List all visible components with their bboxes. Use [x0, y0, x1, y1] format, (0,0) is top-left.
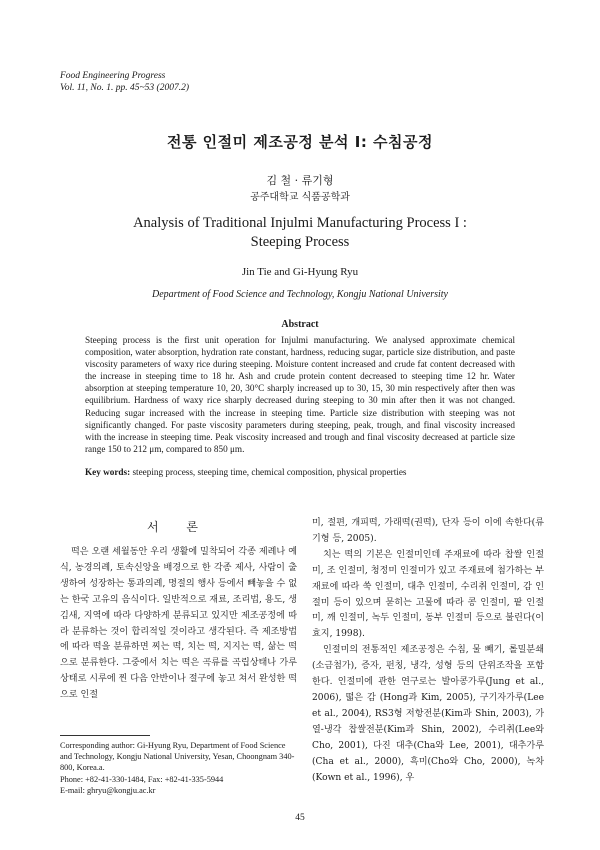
english-authors: Jin Tie and Gi-Hyung Ryu	[241, 266, 359, 278]
english-department: Department of Food Science and Technology, Kongju National University	[152, 289, 448, 300]
keywords	[85, 467, 515, 477]
right-paragraph-1: 치는 떡의 기본은 인절미인데 주재료에 따라 찹쌀 인절미, 조 인절미, 청정미 인절미가 있고 주재료에 첨가하는 부재료에 따라 쑥 인절미, 대추 인절미, 수리취 인절미, 감 인절미 등이 있으며 묻히는 고물에 따라 콩 인절미, 팥 인절미, 깨 인절미, 녹두 인절미, 동부 인절미 등으로 불린다(이효지, 1998).	[312, 549, 544, 640]
page-number: 45	[295, 813, 305, 823]
left-paragraph: 떡은 오랜 세월동안 우리 생활에 밀착되어 각종 제례나 예식, 농경의례, 토속신앙을 배경으로 한 각종 제사, 사람이 출생하여 성장하는 통과의례, 명절의 행사 등에서 빼놓을 수 없는 한국 고유의 음식이다. 일반적으로 재료, 조리법, 용도, 생김새, 지역에 따라 다양하게 분류되고 있지만 제조공정에 따라 분류하는 것이 합리적일 것이라고 생각된다. 즉 제조방법에 따라 떡을 분류하면 찌는 떡, 치는 떡, 지지는 떡, 삶는 떡으로 분류한다. 그중에서 치는 떡은 곡류를 곡립상태나 가루상태로 시루에 찐 다음 안반이나 절구에 놓고 쳐서 완성한 떡으로 인절	[60, 547, 297, 701]
footnote-divider	[60, 735, 150, 736]
footnote-email: E-mail: ghryu@kongju.ac.kr	[60, 785, 156, 795]
english-title-line2: Steeping Process	[250, 234, 350, 250]
right-continuation: 미, 절편, 개피떡, 가래떡(권떡), 단자 등이 이에 속한다(류기형 등, 2005).	[312, 518, 544, 544]
footnote-phone: Phone: +82-41-330-1484, Fax: +82-41-335-5944	[60, 774, 224, 784]
korean-department: 공주대학교 식품공학과	[250, 192, 350, 203]
english-title	[0, 214, 600, 252]
korean-authors: 김 철 · 류기형	[266, 174, 334, 187]
right-column	[312, 516, 544, 786]
journal-header	[60, 70, 189, 94]
journal-volume: Vol. 11, No. 1. pp. 45~53 (2007.2)	[60, 83, 189, 93]
keywords-text: steeping process, steeping time, chemical composition, physical properties	[130, 467, 407, 477]
journal-name: Food Engineering Progress	[60, 71, 166, 81]
left-column	[60, 545, 297, 704]
right-paragraph-2: 인절미의 전통적인 제조공정은 수침, 물 빼기, 롤밀분쇄(소금첨가), 증자, 펀칭, 냉각, 성형 등의 단위조작을 포함한다. 인절미에 관한 연구로는 발아콩가루(Jung et al., 2006), 떫은 감 (Hong과 Kim, 2005), 구기자가루(Lee et al., 2004), RS3형 저항전분(Kim과 Shin, 2003), 가열-냉각 찹쌀전분(Kim과 Shin, 2002), 수리취(Lee와 Cho, 2001), 다진 대추(Cha와 Lee, 2001), 대추가루(Cha et al., 2000), 흑미(Cho와 Cho, 2000), 녹차(Kown et al., 1996), 우	[312, 645, 544, 783]
footnote	[60, 740, 297, 796]
korean-title: 전통 인절미 제조공정 분석 I: 수침공정	[166, 133, 434, 151]
abstract-heading: Abstract	[281, 319, 319, 330]
section-heading-introduction: 서 론	[147, 520, 210, 534]
footnote-author: Corresponding author: Gi-Hyung Ryu, Department of Food Science and Technology, Kongju National University, Yesan, Choongnam 340-800, Korea.a.	[60, 741, 295, 773]
abstract-text: Steeping process is the first unit operation for Injulmi manufacturing. We analysed approximate chemical composition, water absorption, hydration rate constant, hardness, reducing sugar, particle size distribution, and paste viscosity parameters of waxy rice during steeping. Moisture content increased and crude fat content decreased with the increase in steeping time to 18 hr. Ash and crude protein content decreased to steeping time 12 hr. Water absorption at steeping temperature 10, 20, 30°C sharply increased up to 30, 15, 30 min respectively after then was equilibrium. Hardness of waxy rice sharply decreased during steeping to 30 min after then it was not changed. Reducing sugar increased with the increase in steeping time. Particle size distribution with steeping was not significantly changed. For paste viscosity parameters during steeping, peak, trough, and final viscosity increased with the increase in steeping time. Peak viscosity increased and trough and final viscosity decreased at particle size range 150 to 212 μm, compared to 850 μm.	[85, 335, 515, 454]
keywords-label: Key words:	[85, 467, 131, 477]
english-title-line1: Analysis of Traditional Injulmi Manufacturing Process I :	[133, 215, 467, 231]
